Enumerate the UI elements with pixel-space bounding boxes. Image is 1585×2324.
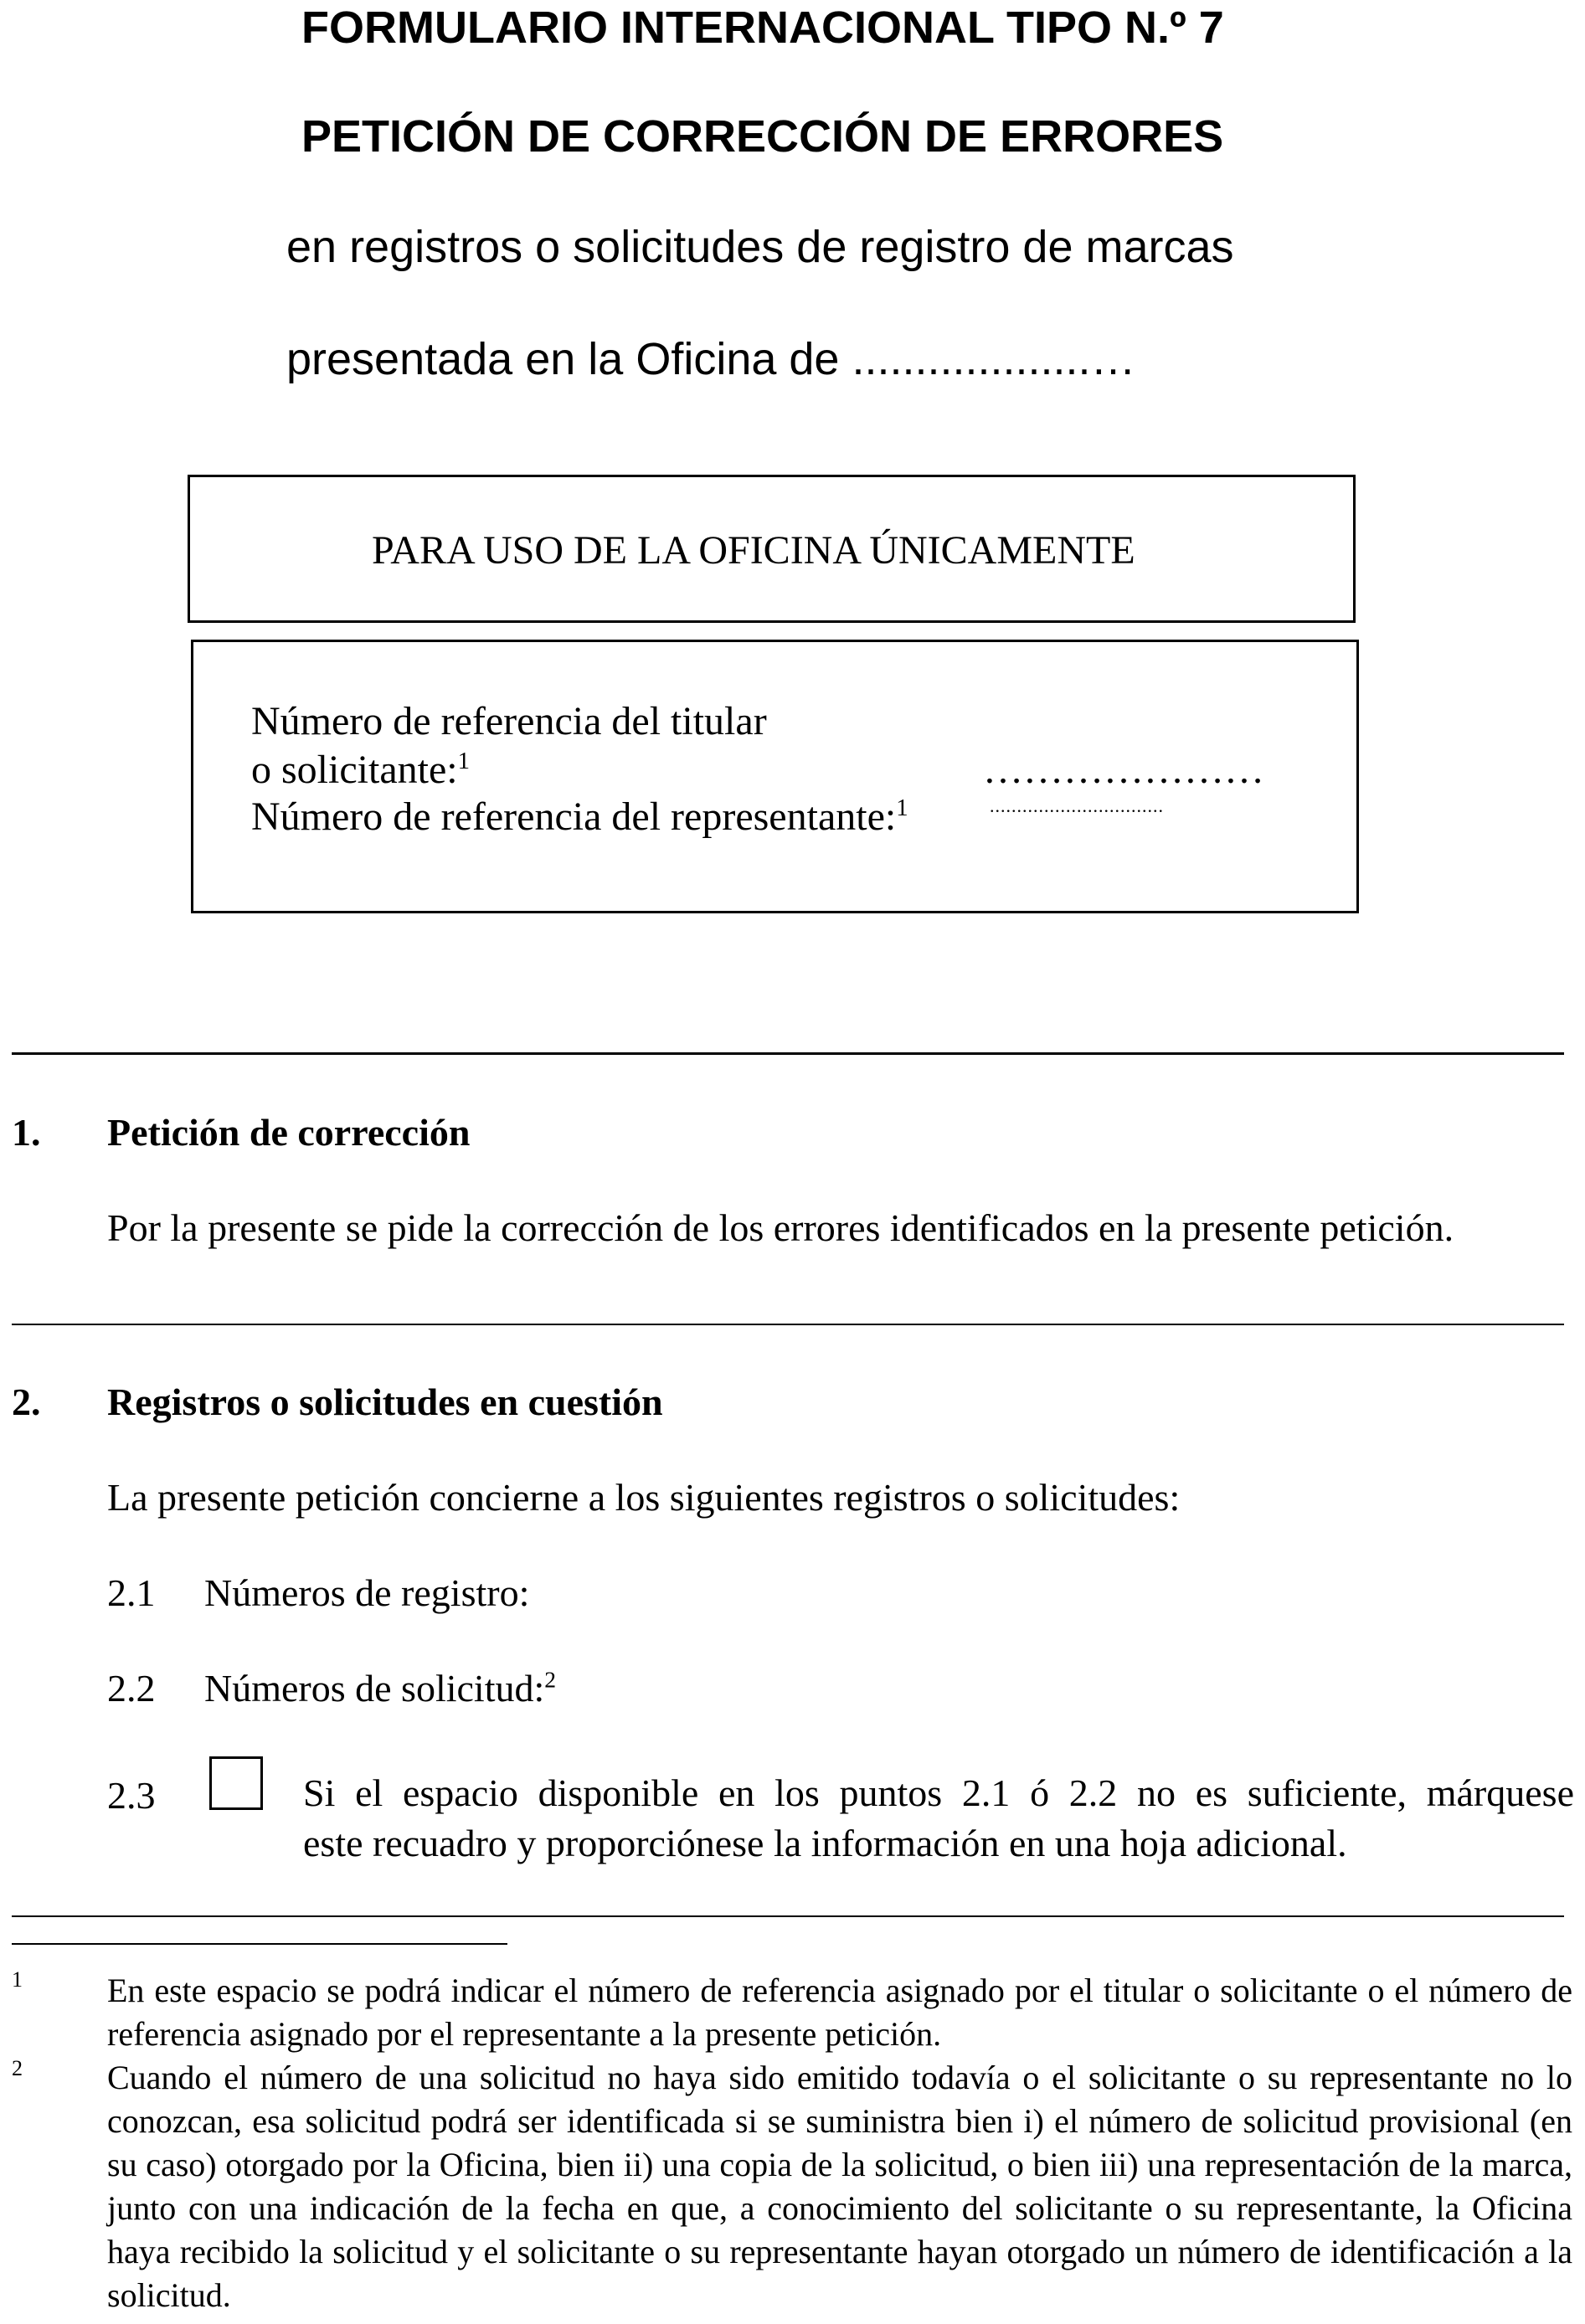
footnote-ref-1: 1 bbox=[457, 748, 471, 774]
footnote-separator bbox=[12, 1943, 507, 1945]
item-2-3-number: 2.3 bbox=[107, 1774, 156, 1817]
additional-sheet-instruction-line1: Si el espacio disponible en los puntos 2.1 ó 2.2 no es suficiente, márquese bbox=[303, 1771, 1574, 1814]
footnote-2-text: Cuando el número de una solicitud no haya sido emitido todavía o el solicitante o su representante no lo conozcan, esa solicitud podrá ser identificada si se suministra bien i) el número de solicitud provisional (en su caso) otorgado por la Oficina, bien ii) una copia de la solicitud, o bien iii) una representación de la marca, junto con una indicación de la fecha en que, a conocimiento del solicitante o su representante, la Oficina haya recibido la solicitud y el solicitante o su representante hayan otorgado un número de identificación a la solicitud. bbox=[107, 2059, 1572, 2314]
footnote-1-mark: 1 bbox=[12, 1967, 23, 1992]
section-2-text: La presente petición concierne a los siguientes registros o solicitudes: bbox=[107, 1476, 1181, 1519]
footnote-ref-2: 2 bbox=[544, 1666, 557, 1693]
section-1-text: Por la presente se pide la corrección de los errores identificados en la presente petición. bbox=[107, 1206, 1454, 1249]
section-divider-1 bbox=[12, 1324, 1564, 1325]
form-scope-line: en registros o solicitudes de registro de marcas bbox=[286, 222, 1234, 272]
office-use-heading: PARA USO DE LA OFICINA ÚNICAMENTE bbox=[372, 528, 1135, 573]
section-2-number: 2. bbox=[12, 1381, 41, 1423]
section-1-title: Petición de corrección bbox=[107, 1111, 471, 1154]
additional-sheet-instruction bbox=[303, 1768, 1574, 1869]
additional-sheet-instruction-line2: este recuadro y proporciónese la información en una hoja adicional. bbox=[303, 1822, 1347, 1864]
section-1-number: 1. bbox=[12, 1111, 41, 1154]
item-2-1-number: 2.1 bbox=[107, 1571, 156, 1614]
holder-reference-label-line1: Número de referencia del titular bbox=[251, 699, 767, 743]
section-2-title: Registros o solicitudes en cuestión bbox=[107, 1381, 663, 1423]
section-divider-2 bbox=[12, 1915, 1564, 1917]
footnote-1-text: En este espacio se podrá indicar el número de referencia asignado por el titular o solicitante o el número de referencia asignado por el representante a la presente petición. bbox=[107, 1972, 1572, 2053]
registration-numbers-label: Números de registro: bbox=[204, 1571, 530, 1614]
office-line: presentada en la Oficina de ...................… bbox=[286, 334, 1136, 384]
item-2-2-number: 2.2 bbox=[107, 1667, 156, 1710]
form-subtitle: PETICIÓN DE CORRECCIÓN DE ERRORES bbox=[301, 111, 1224, 162]
footnote-ref-1b: 1 bbox=[896, 794, 908, 821]
additional-sheet-checkbox[interactable] bbox=[209, 1756, 263, 1810]
application-numbers-label: Números de solicitud:$^2$ bbox=[204, 1666, 557, 1710]
form-title: FORMULARIO INTERNACIONAL TIPO N.º 7 bbox=[301, 3, 1224, 53]
section-divider-top bbox=[12, 1052, 1564, 1055]
representative-reference-field[interactable]: ................................ bbox=[990, 795, 1164, 816]
holder-reference-field[interactable]: ………………… bbox=[983, 748, 1264, 792]
representative-reference-label: Número de referencia del representante:$^1$ bbox=[251, 794, 908, 839]
holder-reference-label-line2: o solicitante:$^1$ bbox=[251, 748, 471, 792]
footnote-2-mark: 2 bbox=[12, 2056, 23, 2080]
